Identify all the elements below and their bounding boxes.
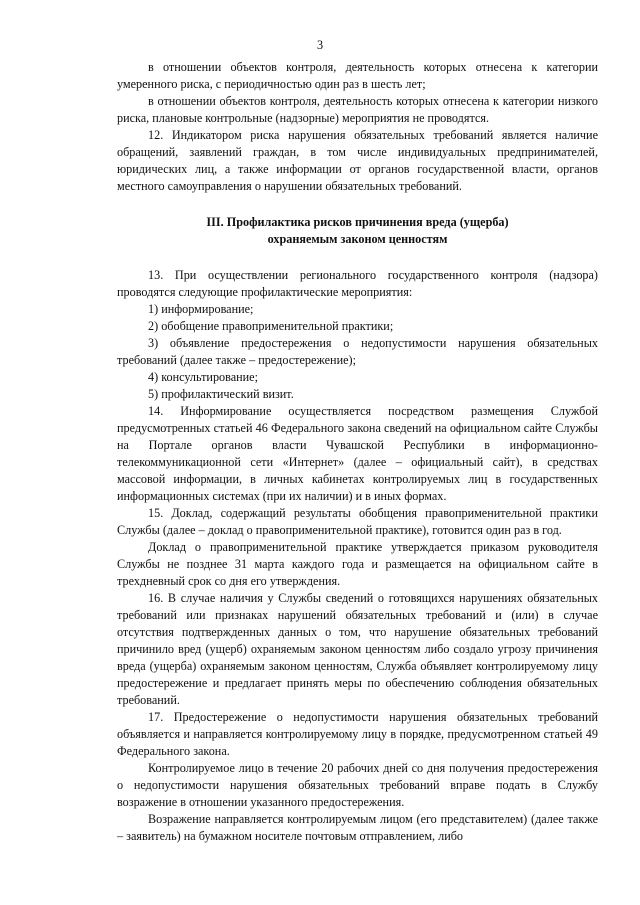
list-item-4: 4) консультирование; [148,370,258,384]
list-item-3: 3) объявление предостережения о недопустимости нарушения обязательных требований (далее также – предостережение); [117,336,598,367]
paragraph-16: 16. В случае наличия у Службы сведений о готовящихся нарушениях обязательных требований или признаках нарушений обязательных требований и (или) в случае отсутствия подтвержденных данных о том, что нарушение обязательных требований причинило вред (ущерб) охраняемым законом ценностям либо создало угрозу причинения вреда (ущерба) охраняемым законом ценностям, Служба объявляет контролируемому лицу предостережение и предлагает принять меры по обеспечению соблюдения обязательных требований. [117,591,598,707]
paragraph-low-risk: в отношении объектов контроля, деятельность которых отнесена к категории низкого риска, плановые контрольные (надзорные) мероприятия не проводятся. [117,94,598,125]
section-heading-line2: охраняемым законом ценностям [267,232,448,246]
paragraph-12: 12. Индикатором риска нарушения обязательных требований является наличие обращений, заявлений граждан, в том числе индивидуальных предпринимателей, юридических лиц, а также информации от органов государственной власти, органов местного самоуправления о нарушении обязательных требований. [117,128,598,193]
paragraph-14: 14. Информирование осуществляется посредством размещения Службой предусмотренных статьей 46 Федерального закона сведений на официальном сайте Службы на Портале органов власти Чувашской Республики в информационно-телекоммуникационной сети «Интернет» (далее – официальный сайт), в средствах массовой информации, в личных кабинетах контролируемых лиц в государственных информационных системах (при их наличии) и в иных формах. [117,404,598,503]
paragraph-15: 15. Доклад, содержащий результаты обобщения правоприменительной практики Службы (далее – доклад о правоприменительной практике), готовится один раз в год. [117,506,598,537]
list-item-5: 5) профилактический визит. [148,387,294,401]
paragraph-objection-right: Контролируемое лицо в течение 20 рабочих дней со дня получения предостережения о недопустимости нарушения обязательных требований вправе подать в Службу возражение в отношении указанного предостережения. [117,761,598,809]
paragraph-17: 17. Предостережение о недопустимости нарушения обязательных требований объявляется и направляется контролируемому лицу в порядке, предусмотренном статьей 49 Федерального закона. [117,710,598,758]
paragraph-moderate-risk: в отношении объектов контроля, деятельность которых отнесена к категории умеренного риска, с периодичностью один раз в шесть лет; [117,60,598,91]
section-heading-line1: III. Профилактика рисков причинения вреда (ущерба) [206,215,509,229]
paragraph-report-approval: Доклад о правоприменительной практике утверждается приказом руководителя Службы не позднее 31 марта каждого года и размещается на официальном сайте в трехдневный срок со дня его утверждения. [117,540,598,588]
document-body [117,59,598,845]
paragraph-objection-sending: Возражение направляется контролируемым лицом (его представителем) (далее также – заявитель) на бумажном носителе почтовым отправлением, либо [117,812,598,843]
list-item-2: 2) обобщение правоприменительной практики; [148,319,394,333]
section-heading [117,214,598,248]
page-number: 3 [316,38,324,52]
list-item-1: 1) информирование; [148,302,254,316]
paragraph-13: 13. При осуществлении регионального государственного контроля (надзора) проводятся следующие профилактические мероприятия: [117,268,598,299]
